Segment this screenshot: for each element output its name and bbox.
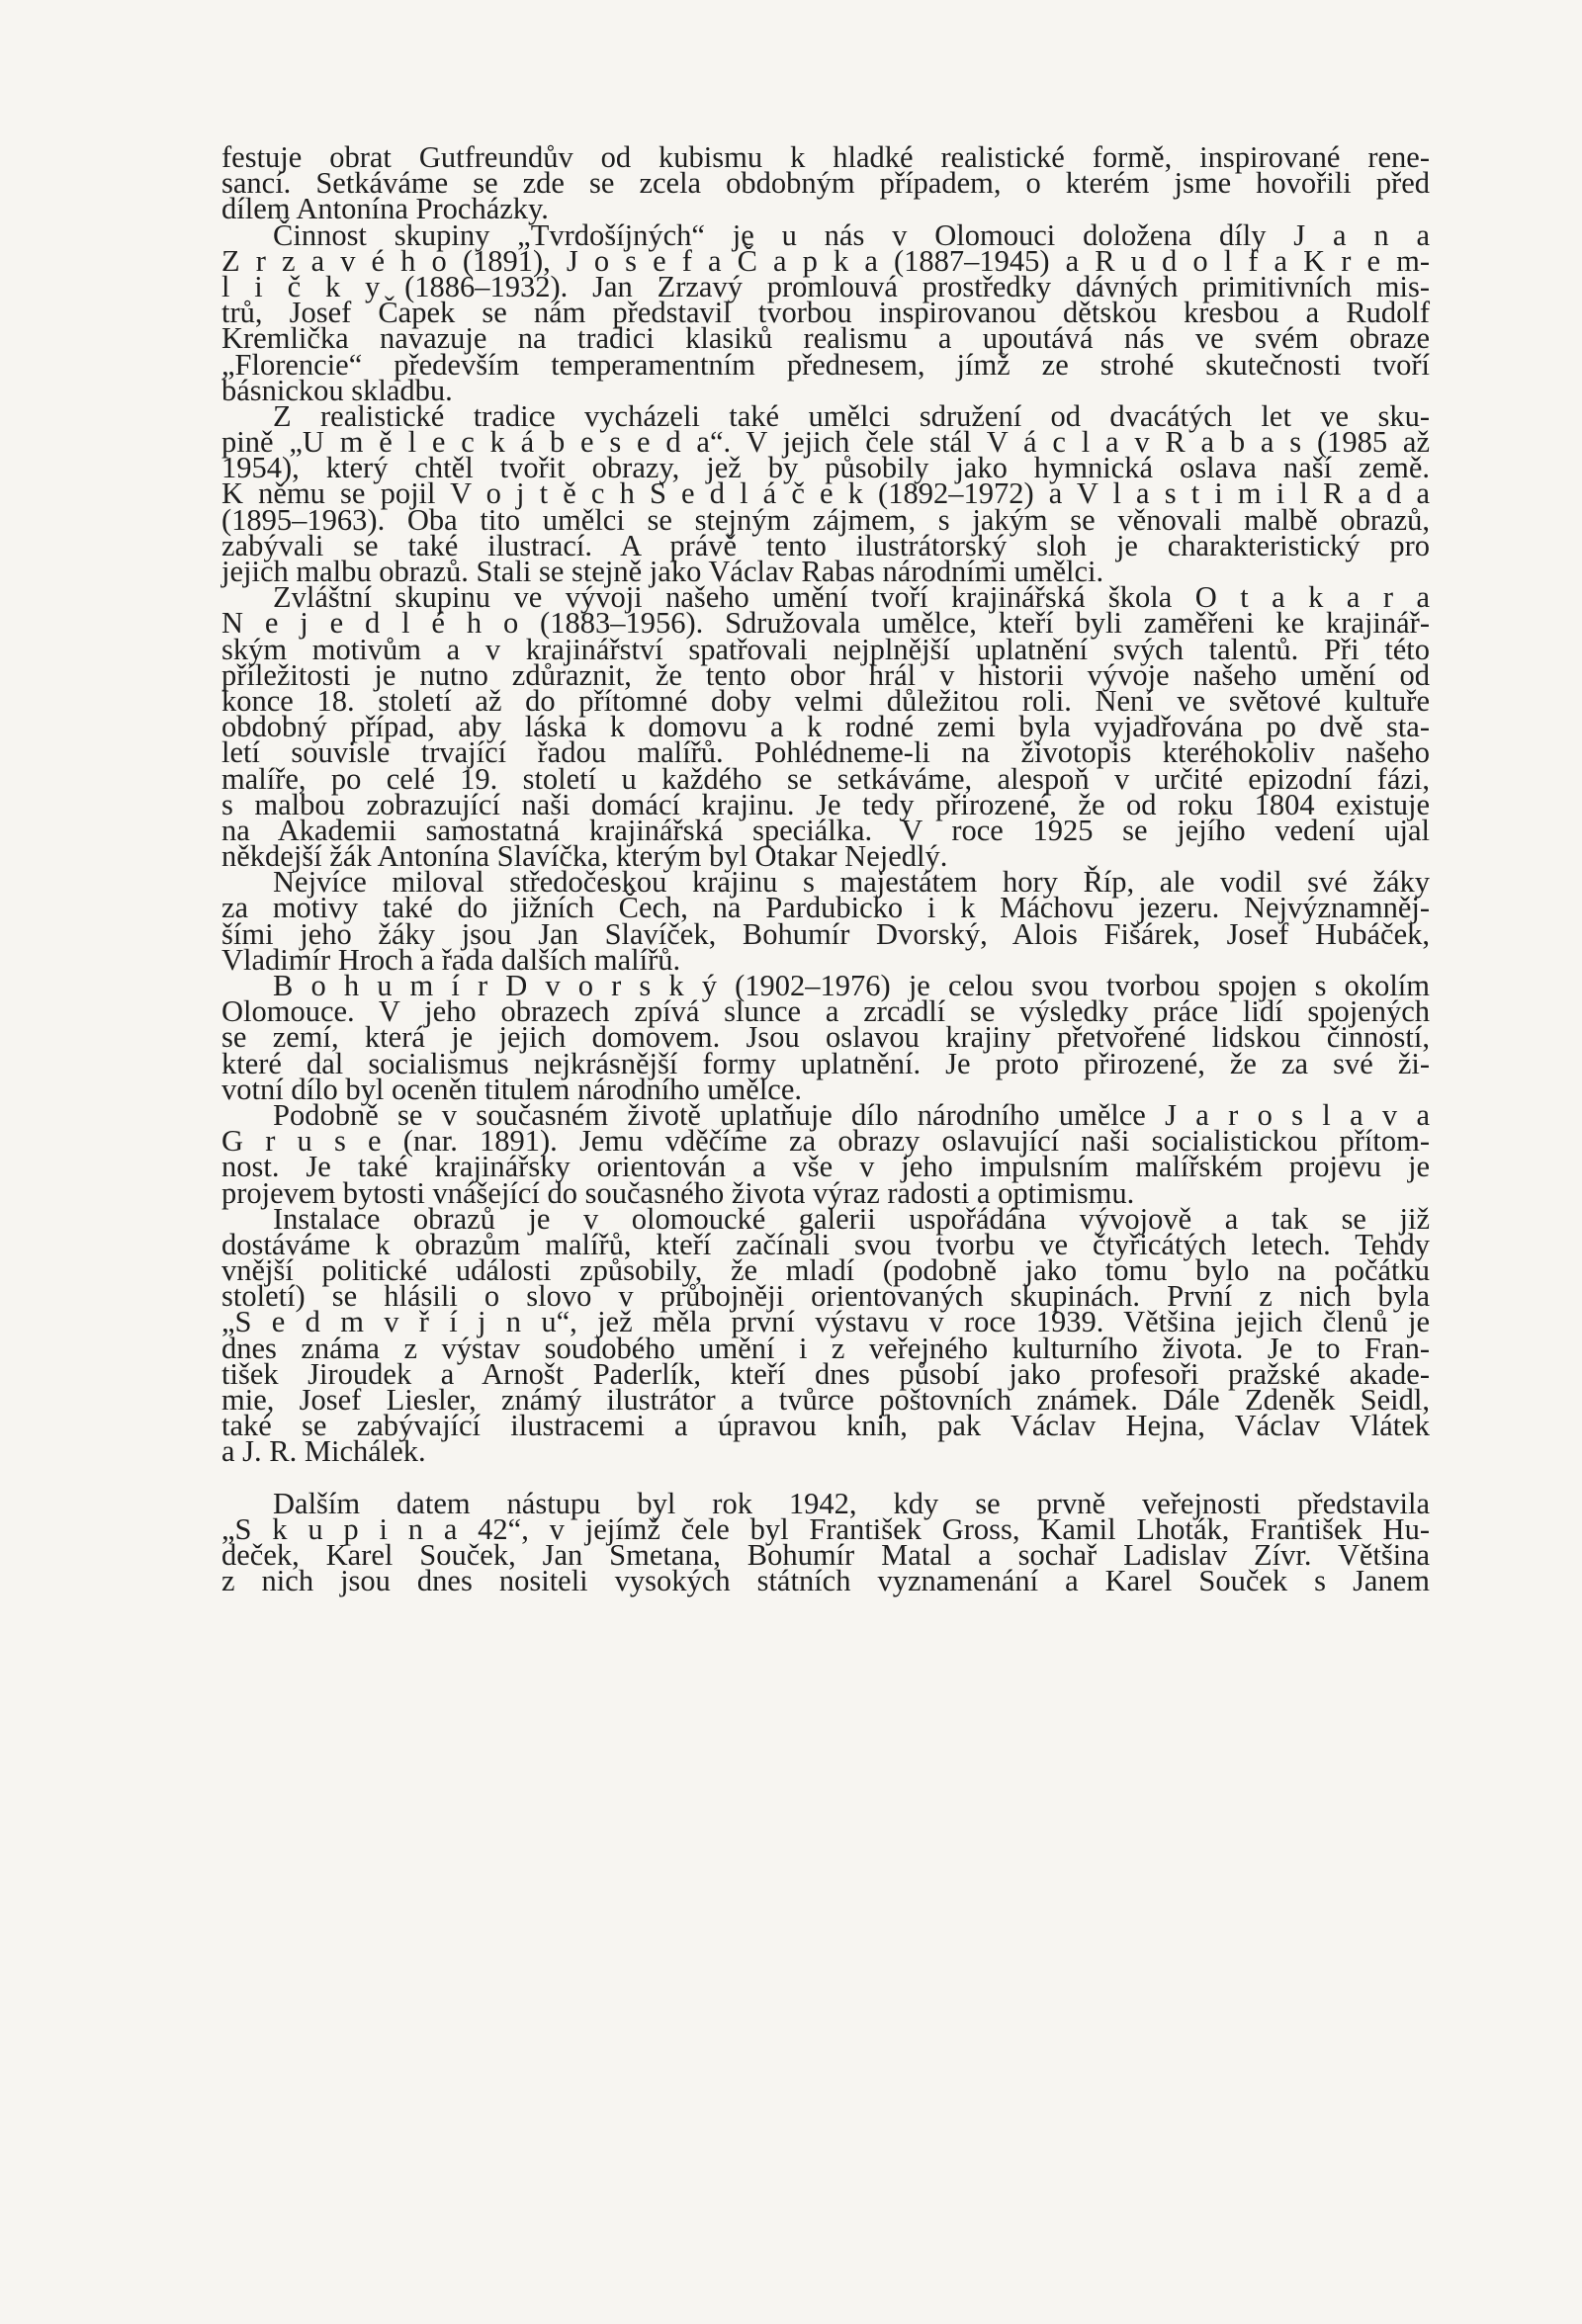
text-line: Dalším datem nástupu byl rok 1942, kdy se prvně veřejnosti představila: [273, 1486, 1430, 1520]
text-line: Podobně se v současném životě uplatňuje dílo národního umělce J a r o s l a v a: [273, 1097, 1430, 1132]
text-line: deček, Karel Souček, Jan Smetana, Bohumír Matal a sochař Ladislav Zívr. Většina: [221, 1537, 1430, 1572]
text-line: „Florencie“ především temperamentním přednesem, jímž ze strohé skutečnosti tvoří: [221, 347, 1430, 382]
text-line: které dal socialismus nejkrásnější formy uplatnění. Je proto přirozené, že za své ži-: [221, 1046, 1430, 1080]
text-line: nost. Je také krajinářsky orientován a vše v jeho impulsním malířském projevu je: [221, 1150, 1430, 1184]
text-line: se zemí, která je jejich domovem. Jsou oslavou krajiny přetvořené lidskou činností,: [221, 1020, 1430, 1055]
paragraph: [221, 865, 1430, 977]
text-line: Činnost skupiny „Tvrdošíjných“ je u nás v Olomouci doložena díly J a n a: [273, 217, 1430, 252]
text-line: Z r z a v é h o (1891), J o s e f a Č a p k a (1887–1945) a R u d o l f a K r e m-: [221, 243, 1430, 278]
text-line: pině „U m ě l e c k á b e s e d a“. V jejich čele stál V á c l a v R a b a s (1985 až: [221, 425, 1430, 460]
text-line: šími jeho žáky jsou Jan Slavíček, Bohumír Dvorský, Alois Fišárek, Josef Hubáček,: [221, 916, 1430, 951]
text-line: projevem bytosti vnášející do současného života výraz radosti a optimismu.: [221, 1175, 1135, 1210]
text-line: zabývali se také ilustrací. A právě tento ilustrátorský sloh je charakteristický pro: [221, 528, 1430, 562]
text-line: K němu se pojil V o j t ě c h S e d l á č e k (1892–1972) a V l a s t i m i l R a d a: [221, 476, 1430, 511]
text-line: vnější politické události způsobily, že mladí (podobně jako tomu bylo na počátku: [221, 1253, 1430, 1288]
text-line: Olomouce. V jeho obrazech zpívá slunce a zrcadlí se výsledky práce lidí spojených: [221, 994, 1430, 1029]
text-line: příležitosti je nutno zdůraznit, že tento obor hrál v historii vývoje našeho umění od: [221, 657, 1430, 692]
text-line: básnickou skladbu.: [221, 373, 453, 407]
text-line: konce 18. století až do přítomné doby velmi důležitou roli. Není ve světové kultuře: [221, 683, 1430, 718]
text-line: století) se hlásili o slovo v průbojněji orientovaných skupinách. První z nich byla: [221, 1279, 1430, 1314]
text-line: B o h u m í r D v o r s k ý (1902–1976) je celou svou tvorbou spojen s okolím: [273, 969, 1430, 1002]
paragraph: [221, 1201, 1430, 1469]
text-line: letí souvisle trvající řadou malířů. Pohlédneme-li na životopis kteréhokoliv našeho: [221, 735, 1430, 770]
paragraph: [221, 580, 1430, 874]
text-line: 1954), který chtěl tvořit obrazy, jež by působily jako hymnická oslava naší země.: [221, 451, 1430, 485]
text-line: Kremlička navazuje na tradici klasiků realismu a upoutává nás ve svém obraze: [221, 321, 1430, 356]
text-line: G r u s e (nar. 1891). Jemu vděčíme za obrazy oslavující naši socialistickou přítom-: [221, 1124, 1430, 1159]
paragraph: [221, 969, 1430, 1106]
text-line: dostáváme k obrazům malířů, kteří začínali svou tvorbu ve čtyřicátých letech. Tehdy: [221, 1227, 1430, 1261]
text-line: Zvláštní skupinu ve vývoji našeho umění tvoří krajinářská škola O t a k a r a: [273, 580, 1430, 615]
text-line: Vladimír Hroch a řada dalších malířů.: [221, 942, 681, 977]
body-text: [221, 140, 1430, 1598]
text-line: l i č k y (1886–1932). Jan Zrzavý promlouvá prostředky dávných primitivních mis-: [221, 269, 1430, 303]
text-line: sancí. Setkáváme se zde se zcela obdobným případem, o kterém jsme hovořili před: [221, 166, 1430, 201]
text-line: Instalace obrazů je v olomoucké galerii uspořádána vývojově a tak se již: [273, 1201, 1430, 1236]
text-line: votní dílo byl oceněn titulem národního umělce.: [221, 1072, 802, 1106]
text-line: N e j e d l é h o (1883–1956). Sdružovala umělce, kteří byli zaměřeni ke krajinář-: [221, 606, 1430, 641]
text-line: jejich malbu obrazů. Stali se stejně jako Václav Rabas národními umělci.: [221, 555, 1104, 588]
paragraph: [221, 1486, 1430, 1598]
text-line: Z realistické tradice vycházeli také umělci sdružení od dvacátých let ve sku-: [273, 398, 1430, 433]
text-line: na Akademii samostatná krajinářská speciálka. V roce 1925 se jejího vedení ujal: [221, 813, 1430, 847]
paragraph: [221, 398, 1430, 588]
text-line: tišek Jiroudek a Arnošt Paderlík, kteří dnes působí jako profesoři pražské akade-: [221, 1356, 1430, 1391]
text-line: ským motivům a v krajinářství spatřovali nejplnější uplatnění svých talentů. Při této: [221, 632, 1430, 666]
text-line: „S k u p i n a 42“, v jejímž čele byl František Gross, Kamil Lhoták, František Hu-: [221, 1511, 1430, 1546]
text-line: malíře, po celé 19. století u každého se setkáváme, alespoň v určité epizodní fázi,: [221, 761, 1430, 796]
text-line: za motivy také do jižních Čech, na Pardubicko i k Máchovu jezeru. Nejvýznamněj-: [221, 891, 1430, 925]
text-line: také se zabývající ilustracemi a úpravou knih, pak Václav Hejna, Václav Vlátek: [221, 1409, 1430, 1443]
text-line: dnes známa z výstav soudobého umění i z veřejného kulturního života. Je to Fran-: [221, 1331, 1430, 1365]
text-line: s malbou zobrazující naši domácí krajinu. Je tedy přirozené, že od roku 1804 existuje: [221, 787, 1430, 821]
text-line: (1895–1963). Oba tito umělci se stejným zájmem, s jakým se věnovali malbě obrazů,: [221, 502, 1430, 537]
paragraph: [221, 217, 1430, 407]
text-line: a J. R. Michálek.: [221, 1434, 426, 1469]
text-line: mie, Josef Liesler, známý ilustrátor a tvůrce poštovních známek. Dále Zdeněk Seidl,: [221, 1383, 1430, 1417]
text-line: festuje obrat Gutfreundův od kubismu k hladké realistické formě, inspirované rene-: [221, 140, 1430, 174]
text-line: z nich jsou dnes nositeli vysokých státních vyznamenání a Karel Souček s Janem: [221, 1564, 1430, 1598]
text-line: někdejší žák Antonína Slavíčka, kterým byl Otakar Nejedlý.: [221, 839, 948, 874]
text-line: Nejvíce miloval středočeskou krajinu s majestátem hory Říp, ale vodil své žáky: [273, 865, 1430, 900]
paragraph: [221, 1097, 1430, 1210]
text-line: dílem Antonína Procházky.: [221, 192, 549, 226]
text-line: „S e d m v ř í j n u“, jež měla první výstavu v roce 1939. Většina jejich členů je: [221, 1305, 1430, 1339]
text-line: trů, Josef Čapek se nám představil tvorbou inspirovanou dětskou kresbou a Rudolf: [221, 296, 1430, 330]
text-line: obdobný případ, aby láska k domovu a k rodné zemi byla vyjadřována po dvě sta-: [221, 710, 1430, 744]
paragraph: [221, 140, 1430, 226]
